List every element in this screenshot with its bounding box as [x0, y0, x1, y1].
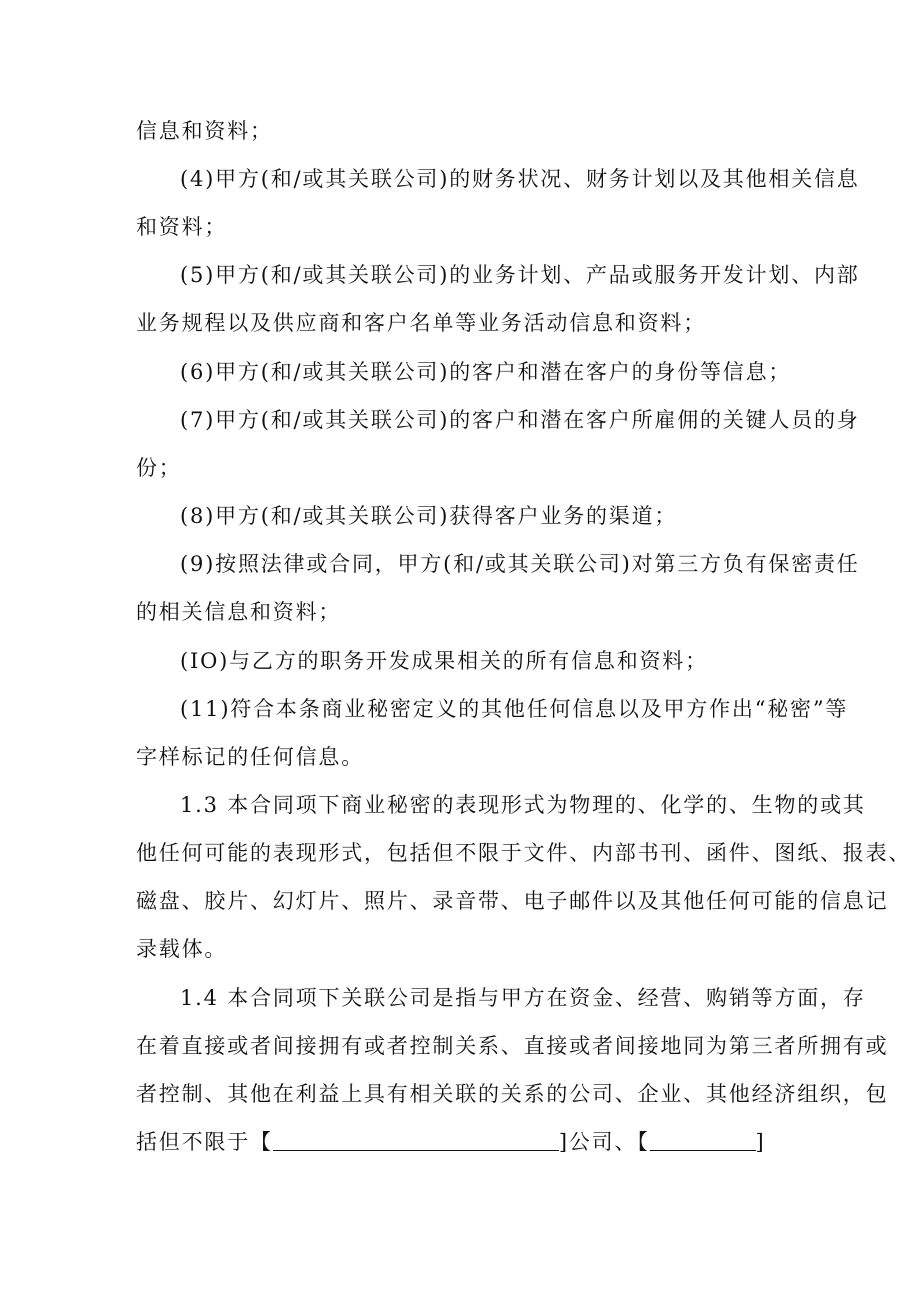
paragraph-line: (4)甲方(和/或其关联公司)的财务状况、财务计划以及其他相关信息 [180, 167, 860, 191]
fill-in-blank[interactable] [650, 1128, 756, 1151]
paragraph-line: 者控制、其他在利益上具有相关联的关系的公司、企业、其他经济组织，包 [136, 1082, 889, 1106]
paragraph-line: 和资料； [136, 215, 228, 239]
paragraph-line: 录载体。 [136, 937, 228, 961]
paragraph-line: 1.4 本合同项下关联公司是指与甲方在资金、经营、购销等方面，存 [180, 986, 866, 1010]
paragraph-line: 在着直接或者间接拥有或者控制关系、直接或者间接地同为第三者所拥有或 [136, 1034, 889, 1058]
line-suffix: ] [755, 1130, 766, 1154]
paragraph-line: (6)甲方(和/或其关联公司)的客户和潜在客户的身份等信息； [180, 360, 792, 384]
paragraph-line: 的相关信息和资料； [136, 600, 342, 624]
paragraph-line: (9)按照法律或合同，甲方(和/或其关联公司)对第三方负有保密责任 [180, 552, 860, 576]
paragraph-line: 磁盘、胶片、幻灯片、照片、录音带、电子邮件以及其他任何可能的信息记 [136, 889, 889, 913]
line-prefix: 括但不限于【 [136, 1130, 273, 1154]
paragraph-line: (7)甲方(和/或其关联公司)的客户和潜在客户所雇佣的关键人员的身 [180, 408, 860, 432]
paragraph-line: 1.3 本合同项下商业秘密的表现形式为物理的、化学的、生物的或其 [180, 793, 866, 817]
paragraph-line: (5)甲方(和/或其关联公司)的业务计划、产品或服务开发计划、内部 [180, 263, 860, 287]
paragraph-line: (11)符合本条商业秘密定义的其他任何信息以及甲方作出“秘密”等 [180, 697, 849, 721]
fill-in-blank[interactable] [273, 1128, 559, 1151]
paragraph-line: 业务规程以及供应商和客户名单等业务活动信息和资料； [136, 311, 706, 335]
line-middle: ]公司、【 [558, 1130, 650, 1154]
paragraph-line: (8)甲方(和/或其关联公司)获得客户业务的渠道； [180, 504, 678, 528]
paragraph-line: 他任何可能的表现形式，包括但不限于文件、内部书刊、函件、图纸、报表、 [136, 841, 912, 865]
paragraph-line: (IO)与乙方的职务开发成果相关的所有信息和资料； [180, 649, 708, 673]
paragraph-line: 字样标记的任何信息。 [136, 745, 364, 769]
paragraph-line-with-blanks [0, 1127, 920, 1157]
paragraph-line: 份； [136, 456, 182, 480]
paragraph-line: 信息和资料； [136, 119, 273, 143]
